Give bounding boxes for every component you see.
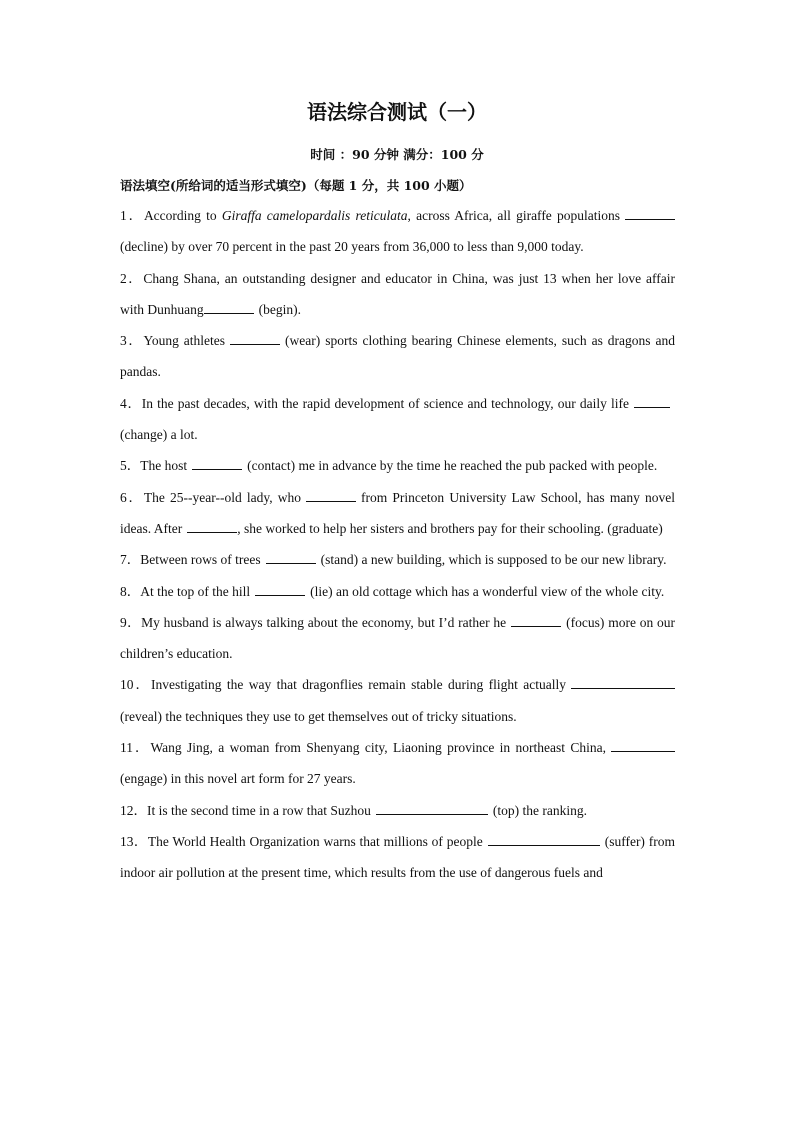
answer-blank[interactable] (204, 300, 254, 314)
answer-blank[interactable] (306, 488, 356, 502)
answer-blank[interactable] (488, 832, 600, 846)
answer-blank[interactable] (376, 801, 488, 815)
answer-blank[interactable] (230, 331, 280, 345)
answer-blank[interactable] (625, 206, 675, 220)
answer-blank[interactable] (266, 550, 316, 564)
answer-blank[interactable] (511, 613, 561, 627)
question-11: 11．Wang Jing, a woman from Shenyang city, Liaoning province in northeast China, (engage) in this novel art form for 27 years. (120, 732, 675, 795)
answer-blank[interactable] (634, 394, 670, 408)
exam-info: 时间 ：90 分钟 满分：100 分 (310, 147, 484, 162)
species-name: Giraffa camelopardalis reticulata (221, 208, 408, 223)
question-5: 5．The host (contact) me in advance by the time he reached the pub packed with people. (120, 458, 658, 474)
question-13: 13．The World Health Organization warns that millions of people (suffer) from indoor air pollution at the present time, which results from the use of dangerous fuels and (120, 833, 675, 881)
question-4: 4．In the past decades, with the rapid development of science and technology, our daily life(change) a lot. (120, 388, 675, 451)
answer-blank[interactable] (611, 738, 675, 752)
question-10: 10．Investigating the way that dragonflies remain stable during flight actually (reveal) the techniques they use to get themselves out of tricky situations. (120, 669, 675, 732)
answer-blank[interactable] (187, 519, 237, 533)
question-12: 12．It is the second time in a row that Suzhou (top) the ranking. (120, 802, 587, 818)
question-9: 9．My husband is always talking about the economy, but I’d rather he (focus) more on our children’s education. (120, 614, 676, 662)
page-title: 语法综合测试（一） (307, 100, 487, 124)
question-8: 8．At the top of the hill (lie) an old cottage which has a wonderful view of the whole city. (120, 583, 665, 599)
answer-blank[interactable] (192, 456, 242, 470)
question-7: 7．Between rows of trees (stand) a new building, which is supposed to be our new library. (120, 552, 667, 568)
question-3: 3．Young athletes (wear) sports clothing bearing Chinese elements, such as dragons and pandas. (120, 333, 676, 380)
question-1: 1．According to Giraffa camelopardalis reticulata, across Africa, all giraffe populations (decline) by over 70 percent in the past 20 years from 36,000 to less than 9,000 today. (120, 200, 675, 263)
answer-blank[interactable] (255, 582, 305, 596)
answer-blank[interactable] (571, 675, 675, 689)
question-list (120, 200, 675, 889)
section-heading: 语法填空(所给词的适当形式填空)（每题 1 分，共 100 小题） (120, 178, 472, 193)
question-2: 2．Chang Shana, an outstanding designer and educator in China, was just 13 when her love affair with Dunhuang (begin). (120, 270, 676, 317)
question-6: 6．The 25--year--old lady, who from Princeton University Law School, has many novel ideas. After , she worked to help her sisters and brothers pay for their schooling. (graduate) (120, 489, 676, 536)
